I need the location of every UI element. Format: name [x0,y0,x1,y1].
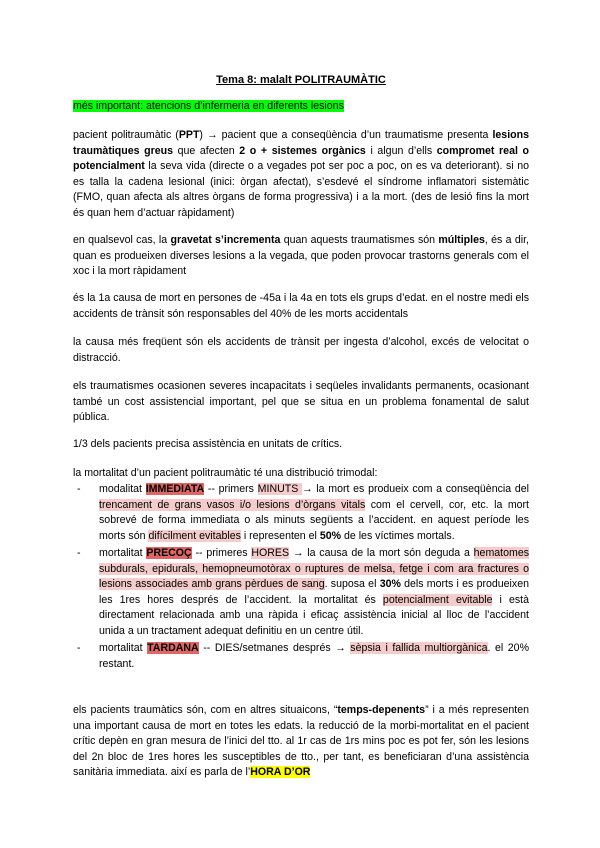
text: com el cervell, cor, etc. la mort sobrevé de forma immediata o als minuts següents a l’accident. en aquest període les morts són [99,498,529,542]
bold-text: compromet real o potencialment [73,144,529,172]
text: que afecten [173,144,240,157]
list-item-immediate [73,482,529,544]
list-dash: - [77,483,81,495]
text: modalitat [99,483,146,495]
bold-text: 50% [319,529,342,542]
bold-text: gravetat s’incrementa [170,234,281,246]
text: -- primers [204,483,258,495]
text: en qualsevol cas, la [73,234,171,246]
highlight: sèpsia i fallida multiorgànica [350,642,488,654]
bold-text: PPT [178,129,200,141]
paragraph-critical-care: 1/3 dels pacients precisa assistència en unitats de crítics. [73,438,343,450]
text: els pacients traumàtics són, com en altres situaicons, “ [73,704,338,716]
bold-text: temps-depenents [337,704,426,716]
mortality-list [73,482,529,674]
text: pacient politraumàtic ( [73,129,179,141]
text: . el 20% restant. [99,642,529,670]
text: , és a dir, quan es produeixen diverses lesions a la vegada, que poden provocar trastorns generals com el xoc i la mort ràpidament [73,234,529,277]
paragraph-trimodal-intro: la mortalitat d’un pacient politraumàtic té una distribució trimodal: [73,467,378,479]
highlight: trencament de grans vasos i/o lesions d’òrgans vitals [99,498,366,511]
list-dash: - [77,642,81,654]
highlight: MINUTS [257,483,302,495]
text: la seva vida (directe o a vegades pot ser poc a poc, on es va deteriorant). si no es talla la cadena lesional (inici: òrgan afectat), s’esdevé el síndrome inflamatori sistemàtic (FMO, quan afecta als altres òrgans de forma progressiva) i a la mort. (des de lesió fins la mort és quan hem d’actuar ràpidament) [73,160,529,219]
label-early: PRECOÇ [146,547,192,559]
bold-text: lesions traumàtiques greus [73,129,529,157]
label-immediate: IMMEDIATA [145,483,205,495]
page-title: Tema 8: malalt POLITRAUMÀTIC [216,74,386,86]
text: → la mort es produeix com a conseqüència del [302,483,529,495]
text: de les víctimes mortals. [341,529,455,542]
bold-text: múltiples [438,234,485,246]
paragraph-time-dependent [73,703,529,781]
paragraph-causes: la causa més freqüent són els accidents de trànsit per ingesta d’alcohol, excés de velocitat o distracció. [73,336,529,364]
key-note [73,99,529,115]
highlight: hematomes subdurals, epidurals, hemopneumotòrax o ruptures de melsa, fetge i com ara fractures o lesions associades amb grans pèrdues de sang [99,547,530,590]
highlight: HORES [251,547,290,559]
paragraph-consequences: els traumatismes ocasionen severes incapacitats i seqüeles invalidants permanents, ocasionant també un cost assistencial important, pel que se situa en un problema fonamental de salut pública. [73,380,529,423]
text: quan aquests traumatismes són [280,234,439,246]
text: -- primeres [191,547,252,559]
bold-text: 2 o + sistemes orgànics [239,144,366,157]
paragraph-definition [73,128,529,221]
highlight: potencialment evitable [382,593,493,606]
text: -- DIES/setmanes després → [198,642,351,654]
list-item-late [73,641,529,672]
text: ) → pacient que a conseqüència d’un traumatisme presenta [199,129,493,141]
key-note-highlight: més important: atencions d’infermeria en diferents lesions [73,100,344,112]
bold-text: 30% [379,578,401,590]
label-late: TARDANA [147,642,199,654]
text: i està directament relacionada amb una ràpida i eficaç assistència inicial al lloc de l’accident unida a un tractament adequat definitiu en un centre útil. [99,593,530,637]
golden-hour-highlight: HORA D’OR [250,766,311,778]
text: dels morts i es produeixen les 1res hores després de l’accident. la mortalitat és [99,578,529,606]
list-dash: - [77,547,81,559]
text: i representen el [240,529,320,542]
text: ” i a més representen una important causa de mort en totes les edats. la reducció de la morbi-mortalitat en el pacient crític depèn en gran mesura de l’inici del tto. al 1r cas de 1rs mins poc es pot fer, són les lesions del 2n bloc de 1res hores les susceptibles de tto., per tant, es beneficiaran d’una assistència sanitària immediata. així es parla de l’ [73,704,529,778]
paragraph-severity [73,233,529,280]
text: . suposa el [324,578,380,590]
paragraph-statistics: és la 1a causa de mort en persones de -45a i la 4a en tots els grups d’edat. en el nostre medi els accidents de trànsit són responsables del 40% de les morts accidentals [73,292,529,320]
text: i algun d’ells [365,144,437,157]
text: mortalitat [99,642,148,654]
text: → la causa de la mort són deguda a [289,547,474,559]
highlight: difícilment evitables [148,529,241,542]
text: mortalitat [99,547,147,559]
list-item-early [73,546,529,639]
